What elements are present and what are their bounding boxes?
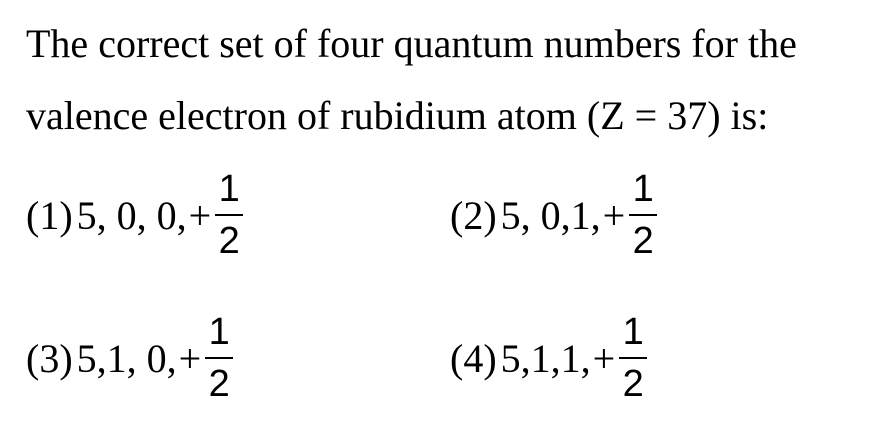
option-4[interactable] [450,303,647,413]
option-2-fraction [629,170,657,260]
option-2-numerator: 1 [632,168,654,210]
option-1-fraction [215,170,243,260]
question-line-1: The correct set of four quantum numbers for the [26,21,797,66]
option-3-numerator: 1 [208,311,230,353]
option-4-numerator: 1 [622,311,644,353]
option-4-number: (4) [450,335,497,381]
question-line-2: valence electron of rubidium atom (Z = 37) is: [26,93,769,138]
option-2-sign: + [602,192,626,238]
option-4-denominator: 2 [622,363,644,405]
option-3[interactable] [26,303,233,413]
option-1-values: 5, 0, 0, [76,192,187,238]
option-4-sign: + [592,335,616,381]
option-3-sign: + [178,335,202,381]
option-1[interactable] [26,160,243,270]
option-1-numerator: 1 [218,168,240,210]
option-4-values: 5,1,1, [500,335,591,381]
option-3-number: (3) [26,335,73,381]
option-1-sign: + [188,192,212,238]
option-1-number: (1) [26,192,73,238]
option-2-number: (2) [450,192,497,238]
option-3-values: 5,1, 0, [76,335,177,381]
question-text [26,8,871,152]
option-4-fraction [619,313,647,403]
option-3-fraction [205,313,233,403]
option-2[interactable] [450,160,657,270]
option-2-denominator: 2 [632,220,654,262]
option-2-values: 5, 0,1, [500,192,601,238]
option-3-denominator: 2 [208,363,230,405]
option-1-denominator: 2 [218,220,240,262]
